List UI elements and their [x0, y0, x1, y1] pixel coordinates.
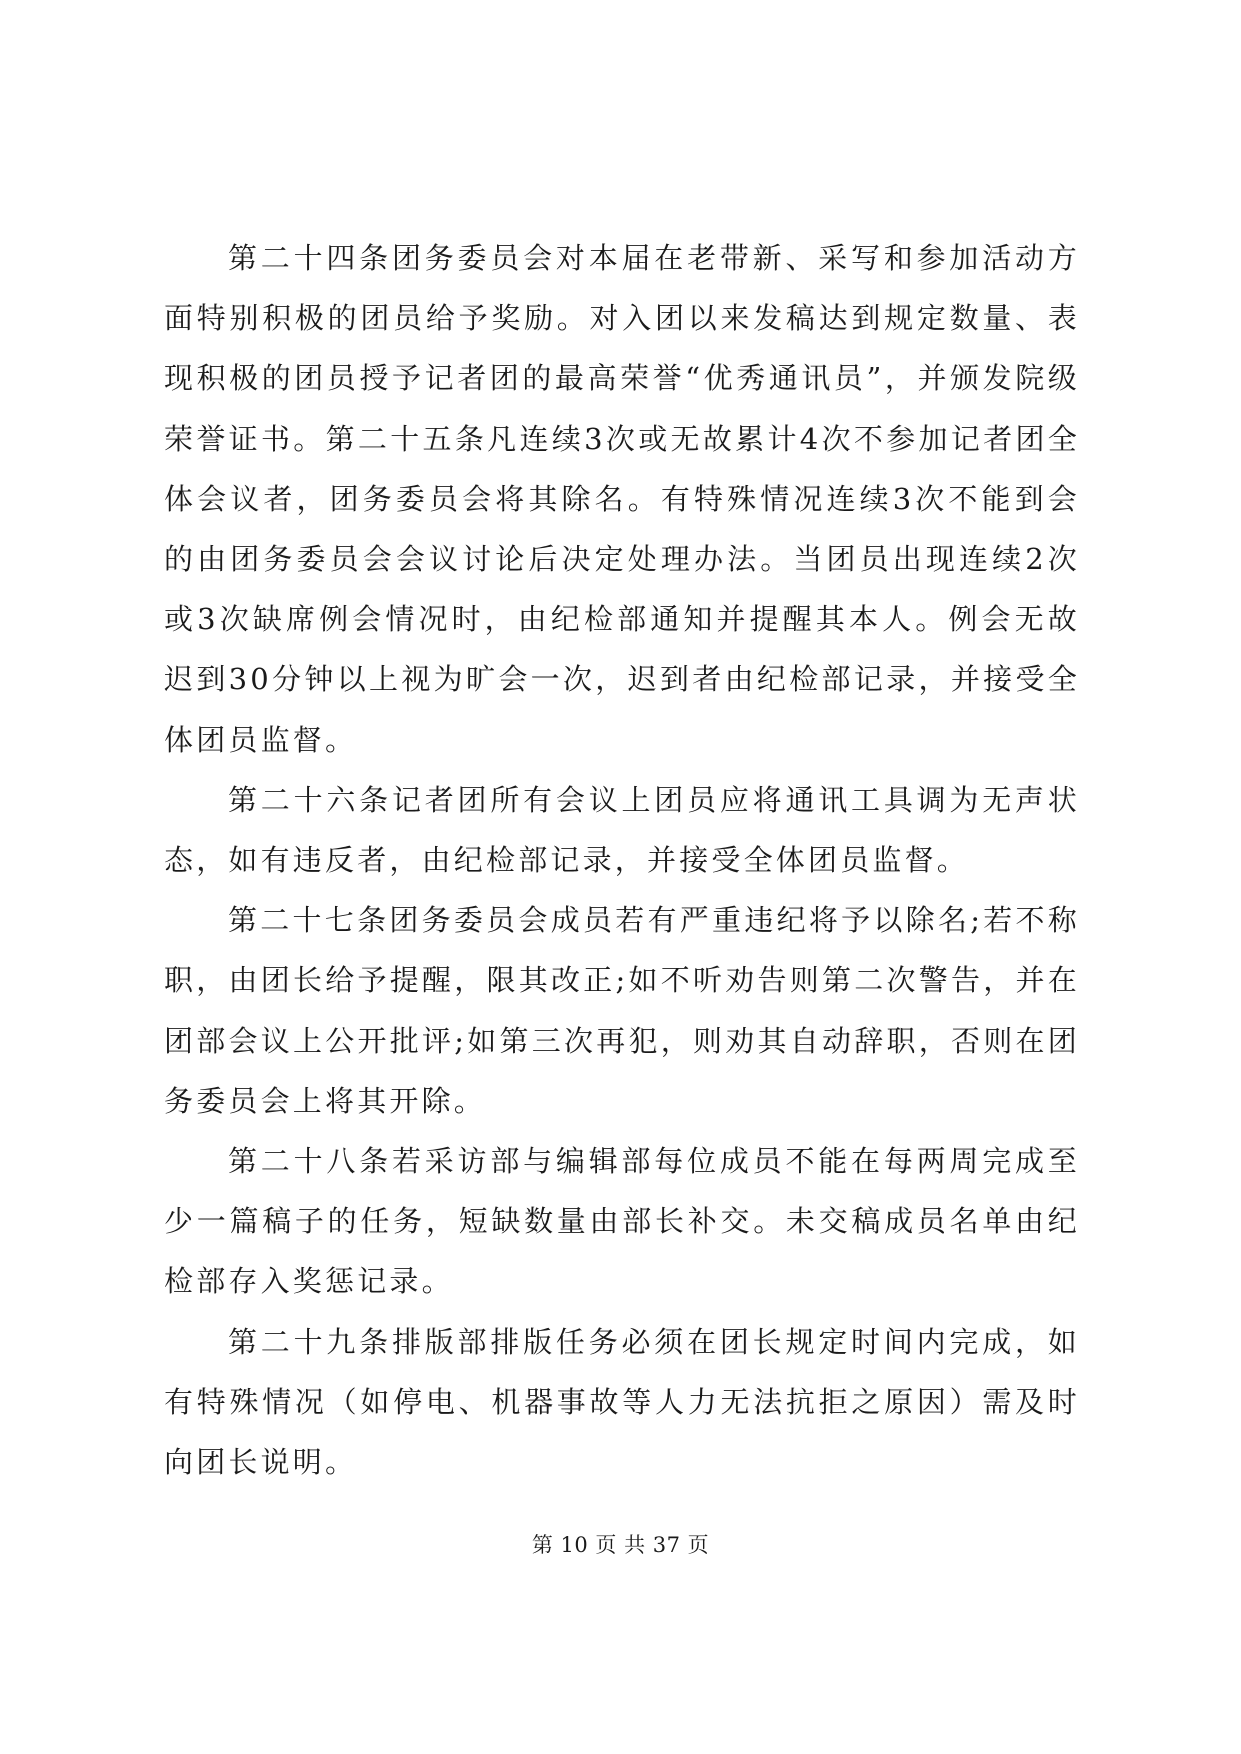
article-28-paragraph: 第二十八条若采访部与编辑部每位成员不能在每两周完成至少一篇稿子的任务，短缺数量由部长补交。未交稿成员名单由纪检部存入奖惩记录。 — [164, 1144, 1080, 1299]
article-24-25-paragraph: 第二十四条团务委员会对本届在老带新、采写和参加活动方面特别积极的团员给予奖励。对入团以来发稿达到规定数量、表现积极的团员授予记者团的最高荣誉“优秀通讯员”，并颁发院级荣誉证书。第二十五条凡连续3次或无故累计4次不参加记者团全体会议者，团务委员会将其除名。有特殊情况连续3次不能到会的由团务委员会会议讨论后决定处理办法。当团员出现连续2次或3次缺席例会情况时，由纪检部通知并提醒其本人。例会无故迟到30分钟以上视为旷会一次，迟到者由纪检部记录，并接受全体团员监督。 — [164, 241, 1080, 757]
article-27-paragraph: 第二十七条团务委员会成员若有严重违纪将予以除名;若不称职，由团长给予提醒，限其改正;如不听劝告则第二次警告，并在团部会议上公开批评;如第三次再犯，则劝其自动辞职，否则在团务委员会上将其开除。 — [164, 903, 1080, 1118]
article-26-paragraph: 第二十六条记者团所有会议上团员应将通讯工具调为无声状态，如有违反者，由纪检部记录，并接受全体团员监督。 — [164, 782, 1080, 878]
article-29-paragraph: 第二十九条排版部排版任务必须在团长规定时间内完成，如有特殊情况（如停电、机器事故等人力无法抗拒之原因）需及时向团长说明。 — [164, 1324, 1080, 1480]
page-number-footer: 第 10 页 共 37 页 — [531, 1533, 710, 1557]
document-body — [164, 228, 1080, 1492]
